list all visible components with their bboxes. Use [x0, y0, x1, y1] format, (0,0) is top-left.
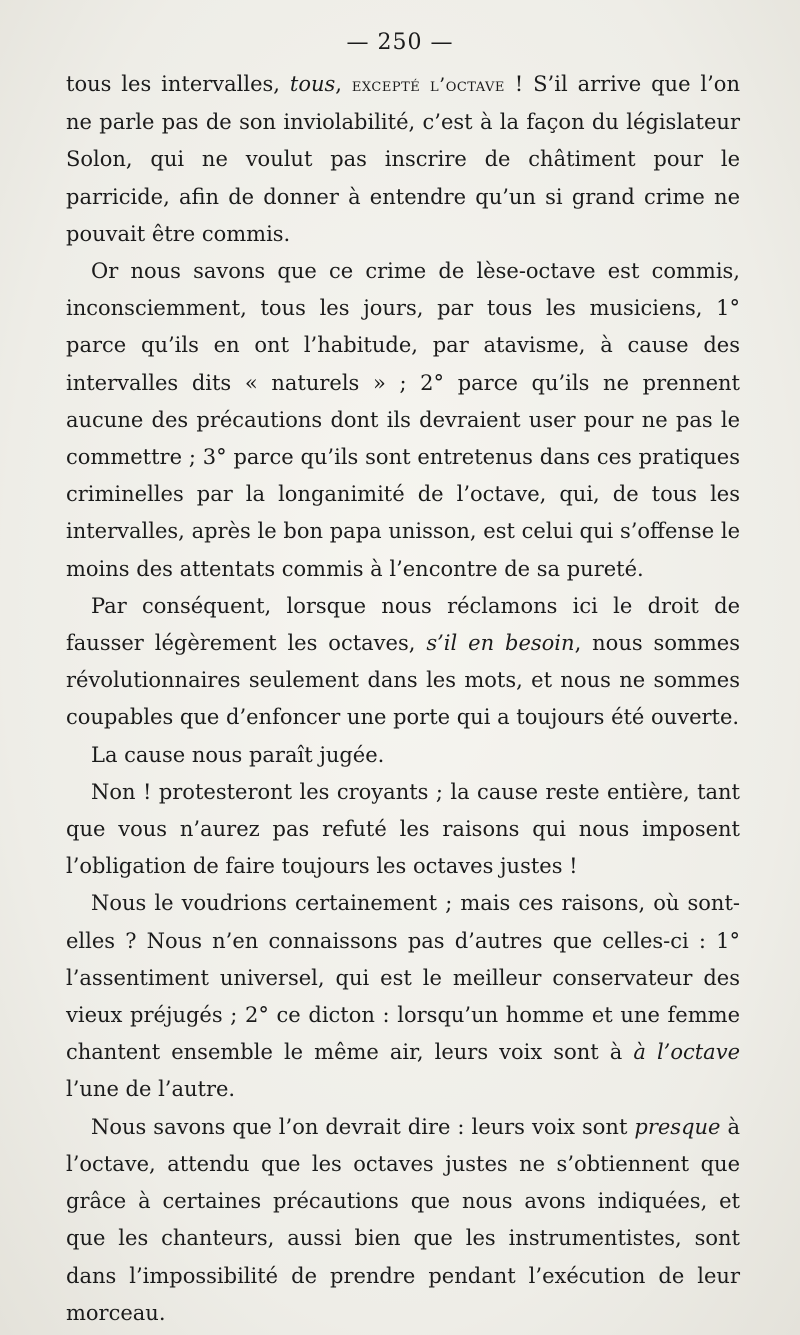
- segment: l’une de l’autre.: [66, 1077, 236, 1102]
- paragraph-5: [66, 774, 740, 886]
- segment: ! S’il arrive que l’on ne parle pas de son inviolabilité, c’est à la façon du législateur Solon, qui ne voulut pas inscrire de châtiment pour le parricide, afin de donner à entendre qu’un si grand crime ne pouvait être commis.: [66, 72, 740, 246]
- segment: Par conséquent, lorsque nous réclamons ici le droit de fausser légèrement les octaves,: [66, 593, 740, 656]
- segment: La cause nous paraît jugée.: [91, 742, 385, 767]
- segment-smallcaps: excepté l’octave: [351, 74, 505, 96]
- paragraph-7: [66, 1109, 740, 1332]
- segment: Or nous savons que ce crime de lèse-octave est commis, inconsciemment, tous les jours, par tous les musiciens, 1° parce qu’ils en ont l’habitude, par atavisme, à cause des intervalles dits « naturels » ; 2° parce qu’ils ne prennent aucune des précautions dont ils devraient user pour ne pas le commettre ; 3° parce qu’ils sont entretenus dans ces pratiques criminelles par la longanimité de l’octave, qui, de tous les intervalles, après le bon papa unisson, est celui qui s’offense le moins des attentats commis à l’encontre de sa pureté.: [66, 259, 740, 581]
- body-text: [66, 66, 740, 1332]
- segment: , nous sommes révolutionnaires seulement dans les mots, et nous ne sommes coupables que d’enfoncer une porte qui a toujours été ouverte.: [66, 631, 740, 730]
- segment: Nous savons que l’on devrait dire : leurs voix sont: [91, 1114, 635, 1139]
- paragraph-3: [66, 588, 740, 737]
- paragraph-1: [66, 66, 740, 253]
- segment-italic: tous: [289, 72, 336, 96]
- paragraph-4: [66, 737, 740, 774]
- segment: Non ! protesteront les croyants ; la cause reste entière, tant que vous n’aurez pas refuté les raisons qui nous imposent l’obligation de faire toujours les octaves justes !: [66, 779, 740, 879]
- page-number: — 250 —: [346, 30, 454, 55]
- segment-italic: à l’octave: [633, 1040, 740, 1065]
- paragraph-6: [66, 885, 740, 1108]
- segment: Nous le voudrions certainement ; mais ces raisons, où sont-elles ? Nous n’en connaissons pas d’autres que celles-ci : 1° l’assentiment universel, qui est le meilleur conservateur des vieux préjugés ; 2° ce dicton : lorsqu’un homme et une femme chantent ensemble le même air, leurs voix sont à: [66, 891, 740, 1065]
- segment-italic: presque: [634, 1114, 721, 1139]
- segment: ,: [335, 72, 352, 96]
- segment-italic: s’il en besoin: [426, 631, 575, 656]
- segment: tous les intervalles,: [66, 72, 290, 96]
- paragraph-2: [66, 253, 740, 588]
- segment: à l’octave, attendu que les octaves justes ne s’obtiennent que grâce à certaines précautions que nous avons indiquées, et que les chanteurs, aussi bien que les instrumentistes, sont dans l’impossibilité de prendre pendant l’exécution de leur morceau.: [66, 1114, 740, 1325]
